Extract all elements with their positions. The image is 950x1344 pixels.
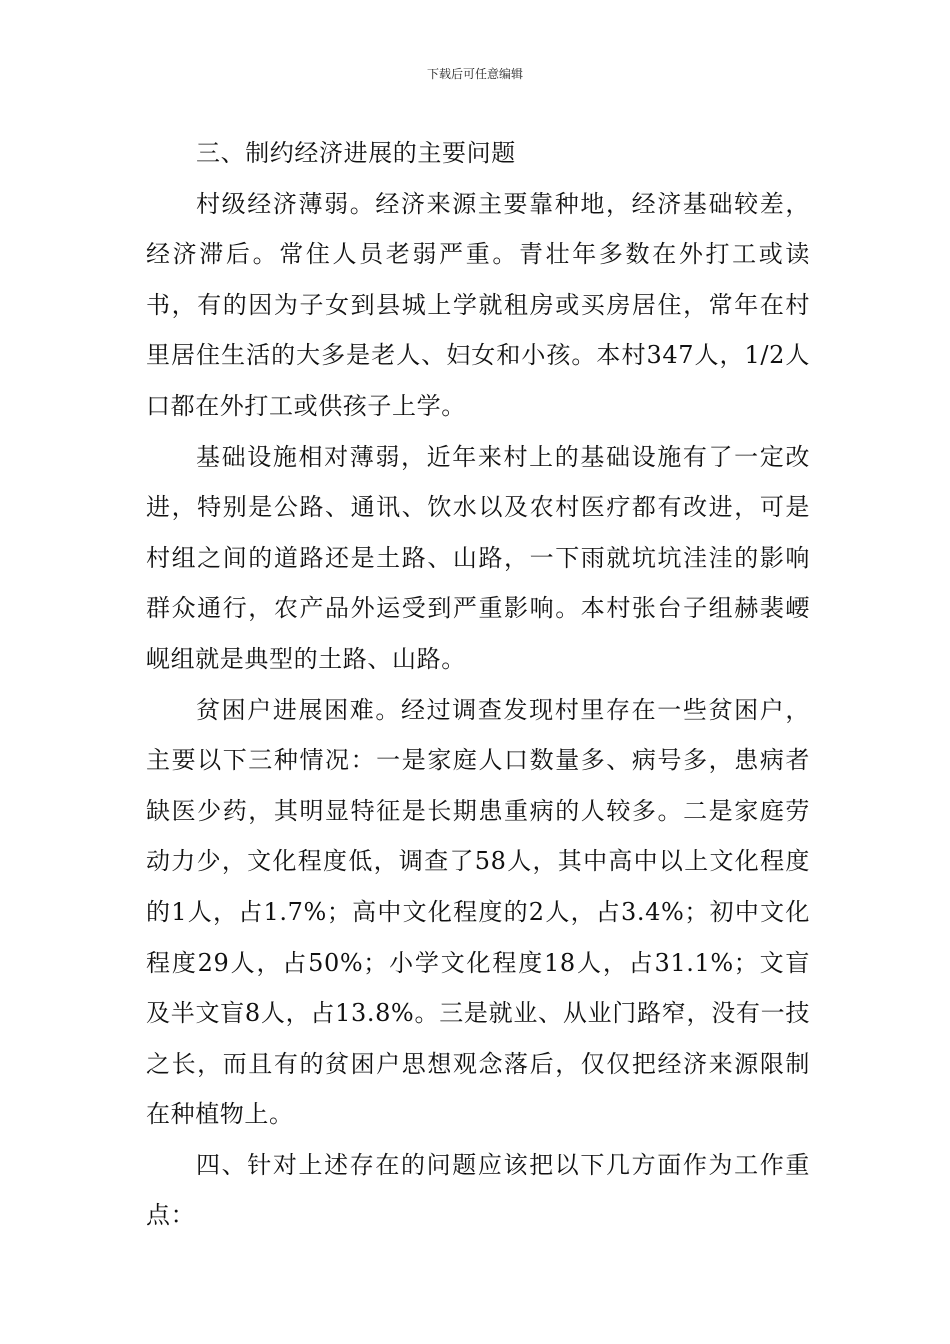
- section-heading-4: 四、针对上述存在的问题应该把以下几方面作为工作重点：: [146, 1150, 810, 1230]
- section-heading-3: 三、制约经济进展的主要问题: [196, 139, 516, 167]
- paragraph-poor-households: 贫困户进展困难。经过调查发现村里存在一些贫困户，主要以下三种情况：一是家庭人口数量多、病号多，患病者缺医少药，其明显特征是长期患重病的人较多。二是家庭劳动力少，文化程度低，调查了58人，其中高中以上文化程度的1人，占1.7%；高中文化程度的2人，占3.4%；初中文化程度29人，占50%；小学文化程度18人，占31.1%；文盲及半文盲8人，占13.8%。三是就业、从业门路窄，没有一技之长，而且有的贫困户思想观念落后，仅仅把经济来源限制在种植物上。: [146, 695, 810, 1129]
- paragraph-village-economy: 村级经济薄弱。经济来源主要靠种地，经济基础较差，经济滞后。常住人员老弱严重。青壮年多数在外打工或读书，有的因为子女到县城上学就租房或买房居住，常年在村里居住生活的大多是老人、妇女和小孩。本村347人，1/2人口都在外打工或供孩子上学。: [146, 189, 810, 420]
- page-header: 下载后可任意编辑: [426, 67, 523, 81]
- paragraph-infrastructure: 基础设施相对薄弱，近年来村上的基础设施有了一定改进，特别是公路、通讯、饮水以及农村医疗都有改进，可是村组之间的道路还是土路、山路，一下雨就坑坑洼洼的影响群众通行，农产品外运受到严重影响。本村张台子组赫裴崾岘组就是典型的土路、山路。: [146, 442, 810, 673]
- document-body: [146, 128, 810, 1241]
